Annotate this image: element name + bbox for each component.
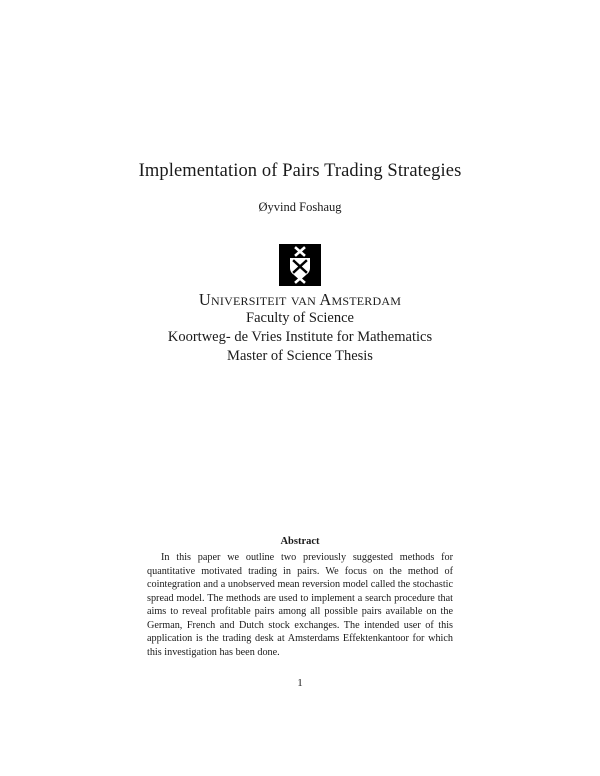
thesis-type: Master of Science Thesis bbox=[227, 348, 373, 364]
university-name: Universiteit van Amsterdam bbox=[198, 290, 402, 309]
abstract-text: In this paper we outline two previously suggested methods for quantitative motivated trading in pairs. We focus on the method of cointegration and a unobserved mean reversion model called the stochastic spread model. The methods are used to implement a search procedure that aims to reveal profitable pairs among all possible pairs available on the German, French and Dutch stock exchanges. The intended user of this application is the trading desk at Amsterdams Effektenkantoor for which this investigation has been done. bbox=[147, 552, 453, 658]
paper-title: Implementation of Pairs Trading Strategies bbox=[138, 161, 462, 181]
university-logo bbox=[279, 244, 321, 286]
author-name: Øyvind Foshaug bbox=[258, 200, 342, 214]
faculty-name: Faculty of Science bbox=[246, 310, 354, 326]
institute-name: Koortweg- de Vries Institute for Mathematics bbox=[167, 329, 433, 345]
page-number: 1 bbox=[297, 677, 303, 689]
abstract-heading: Abstract bbox=[280, 536, 320, 547]
